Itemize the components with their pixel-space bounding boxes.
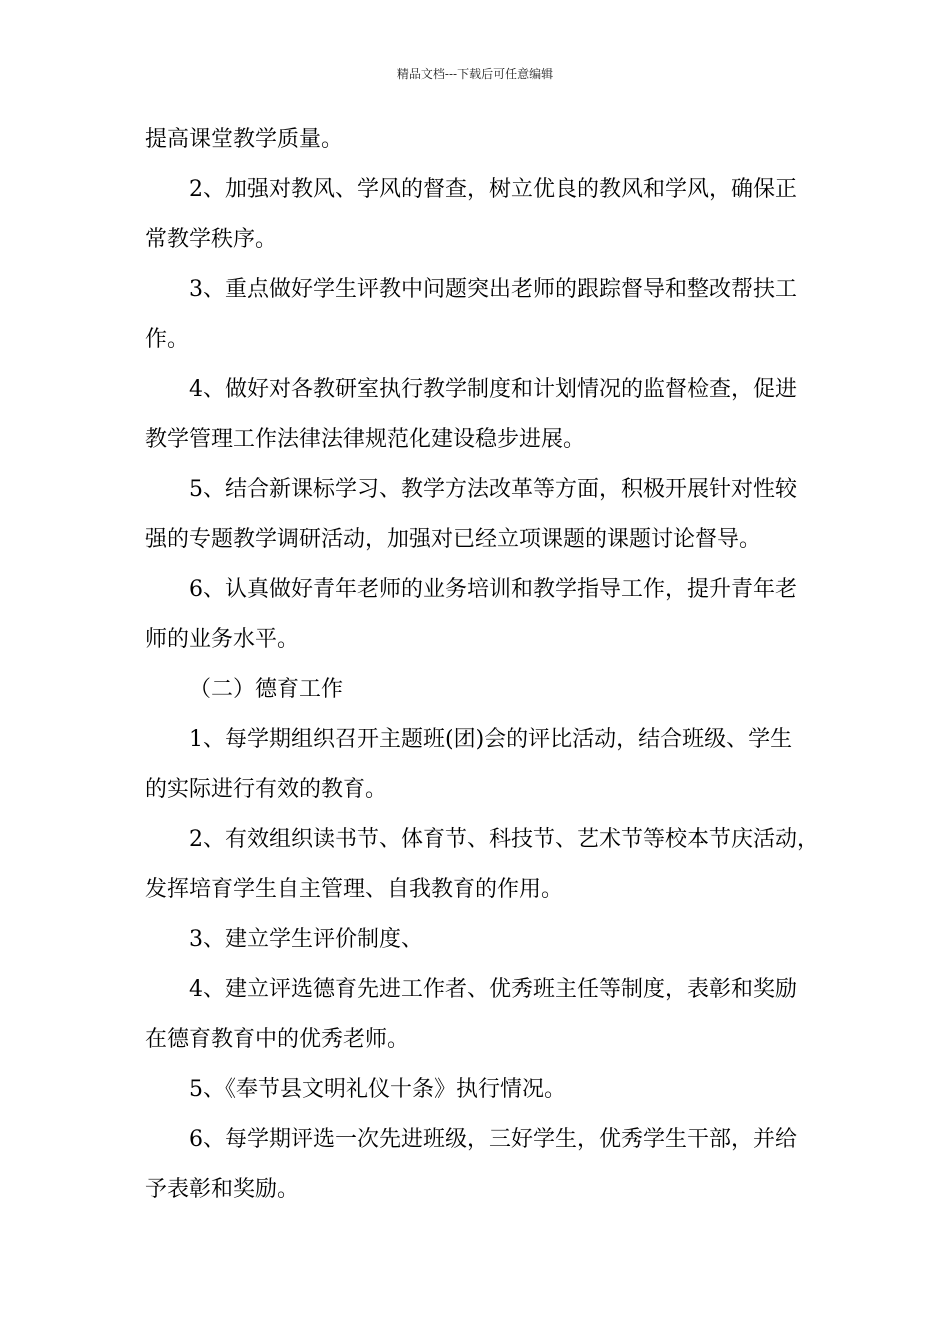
text-line: 在德育教育中的优秀老师。 xyxy=(145,1027,410,1052)
text-line: 4、建立评选德育先进工作者、优秀班主任等制度，表彰和奖励 xyxy=(189,977,797,1002)
text-line: 2、有效组织读书节、体育节、科技节、艺术节等校本节庆活动， xyxy=(189,827,819,852)
document-body xyxy=(145,127,819,1202)
text-line: 5、《奉节县文明礼仪十条》执行情况。 xyxy=(189,1077,566,1102)
text-line: 6、每学期评选一次先进班级，三好学生，优秀学生干部，并给 xyxy=(189,1127,797,1152)
text-line: 3、建立学生评价制度、 xyxy=(189,927,423,952)
section-heading: （二）德育工作 xyxy=(189,677,344,702)
text-line: 发挥培育学生自主管理、自我教育的作用。 xyxy=(145,877,564,902)
text-line: 1、每学期组织召开主题班(团)会的评比活动，结合班级、学生 xyxy=(189,727,793,752)
text-line: 作。 xyxy=(145,327,190,352)
text-line: 3、重点做好学生评教中问题突出老师的跟踪督导和整改帮扶工 xyxy=(189,277,797,302)
text-line: 4、做好对各教研室执行教学制度和计划情况的监督检查，促进 xyxy=(189,377,797,402)
text-line: 常教学秩序。 xyxy=(145,227,278,252)
text-line: 强的专题教学调研活动，加强对已经立项课题的课题讨论督导。 xyxy=(145,527,762,552)
page-header: 精品文档---下载后可任意编辑 xyxy=(396,67,554,81)
text-line: 师的业务水平。 xyxy=(145,627,300,652)
text-line: 2、加强对教风、学风的督查，树立优良的教风和学风，确保正 xyxy=(189,177,797,202)
text-line: 的实际进行有效的教育。 xyxy=(145,777,388,802)
text-line: 予表彰和奖励。 xyxy=(145,1177,300,1202)
text-line: 5、结合新课标学习、教学方法改革等方面，积极开展针对性较 xyxy=(189,477,797,502)
text-line: 教学管理工作法律法律规范化建设稳步进展。 xyxy=(145,427,586,452)
text-line: 6、认真做好青年老师的业务培训和教学指导工作，提升青年老 xyxy=(189,577,797,602)
text-line: 提高课堂教学质量。 xyxy=(145,127,344,152)
